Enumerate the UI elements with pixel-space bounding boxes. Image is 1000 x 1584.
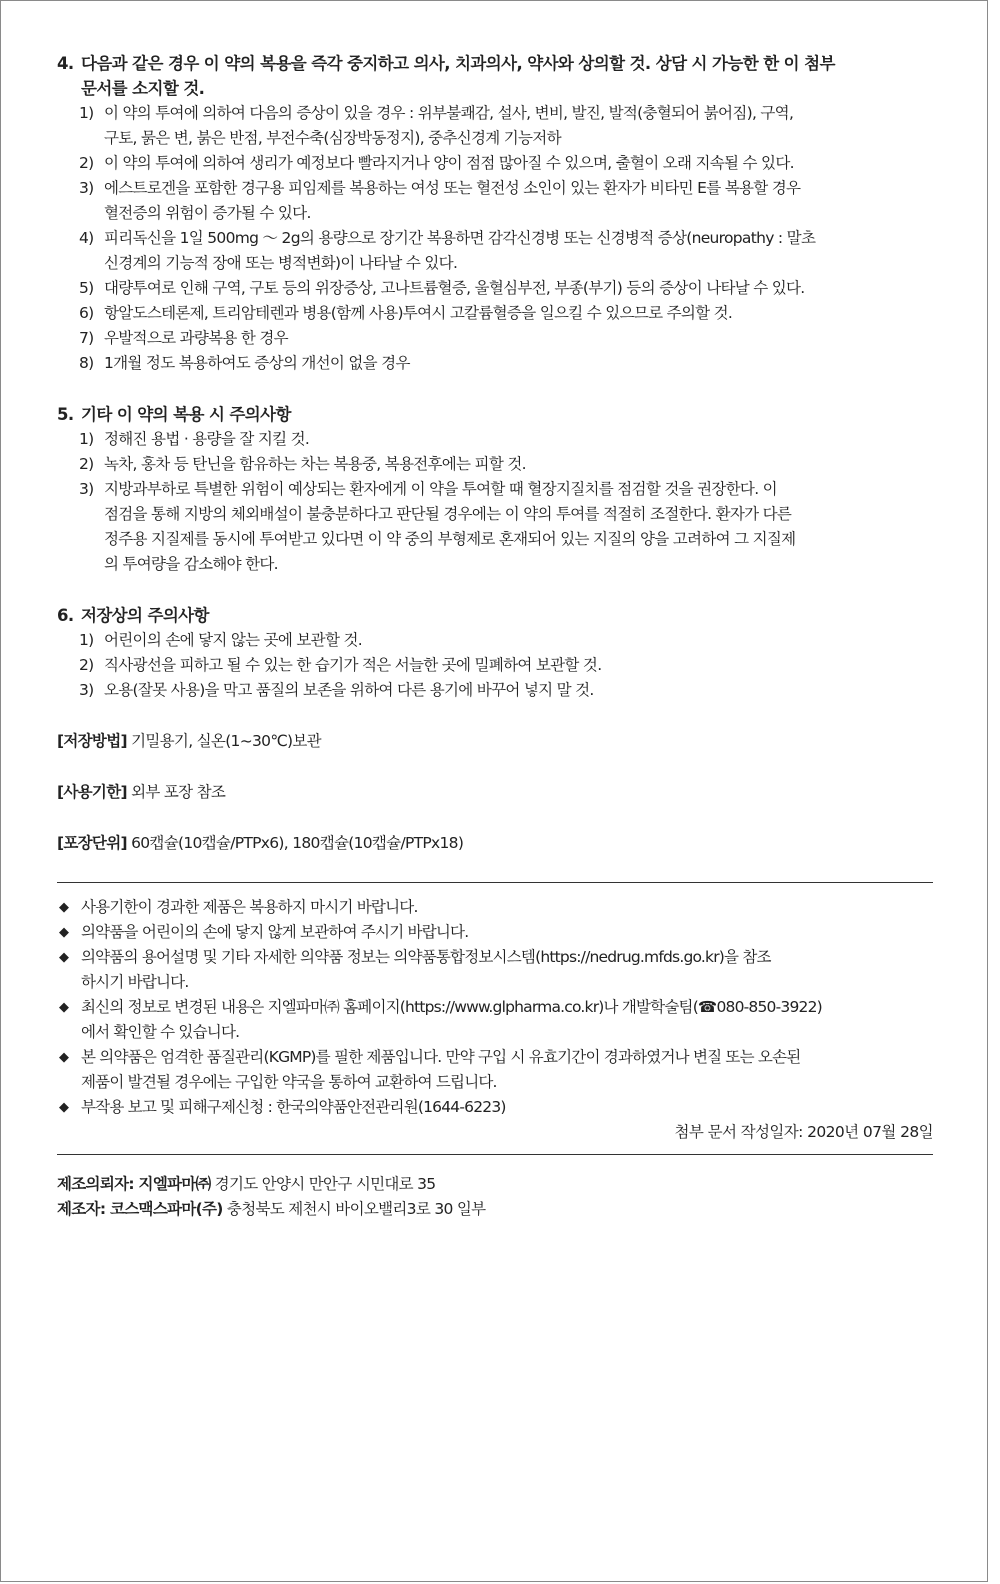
item-line: 의 투여량을 감소해야 한다. xyxy=(104,555,278,573)
spacer xyxy=(57,577,933,603)
item-line: 이 약의 투여에 의하여 다음의 증상이 있을 경우 : 위부불쾌감, 설사, 변비, 발진, 발적(충혈되어 붉어짐), 구역, xyxy=(104,104,794,122)
item-number: 2) xyxy=(79,154,94,172)
expiry-label: [사용기한] xyxy=(57,783,127,801)
notice-item xyxy=(57,920,933,945)
notice-item xyxy=(57,1045,933,1095)
section-5 xyxy=(57,402,933,577)
document-content xyxy=(57,51,933,1222)
item-number: 1) xyxy=(79,104,94,122)
item-line: 신경계의 기능적 장애 또는 병적변화)이 나타날 수 있다. xyxy=(104,254,458,272)
spacer xyxy=(57,1145,933,1154)
notice-line: 부작용 보고 및 피해구제신청 : 한국의약품안전관리원(1644-6223) xyxy=(81,1098,506,1116)
section-4 xyxy=(57,51,933,376)
section-title-text: 기타 이 약의 복용 시 주의사항 xyxy=(81,405,291,424)
item-list xyxy=(57,628,933,703)
item-number: 3) xyxy=(79,480,94,498)
section-title-text: 다음과 같은 경우 이 약의 복용을 즉각 중지하고 의사, 치과의사, 약사와 상의할 것. 상담 시 가능한 한 이 첨부 xyxy=(81,54,835,73)
spacer xyxy=(57,856,933,882)
list-item xyxy=(57,176,933,226)
item-line: 녹차, 홍차 등 탄닌을 함유하는 차는 복용중, 복용전후에는 피할 것. xyxy=(104,455,526,473)
document-date: 첨부 문서 작성일자: 2020년 07월 28일 xyxy=(674,1123,933,1141)
item-line: 직사광선을 피하고 될 수 있는 한 습기가 적은 서늘한 곳에 밀폐하여 보관할 것. xyxy=(104,656,602,674)
expiry-info xyxy=(57,780,933,805)
list-item xyxy=(57,678,933,703)
spacer xyxy=(57,1155,933,1172)
item-line: 에스트로겐을 포함한 경구용 피임제를 복용하는 여성 또는 혈전성 소인이 있는 환자가 비타민 E를 복용할 경우 xyxy=(104,179,801,197)
item-line: 지방과부하로 특별한 위험이 예상되는 환자에게 이 약을 투여할 때 혈장지질치를 점검할 것을 권장한다. 이 xyxy=(104,480,777,498)
section-title xyxy=(57,402,933,427)
diamond-bullet-icon: ◆ xyxy=(59,1100,69,1115)
item-list xyxy=(57,427,933,577)
list-item xyxy=(57,326,933,351)
item-line: 1개월 정도 복용하여도 증상의 개선이 없을 경우 xyxy=(104,354,410,372)
item-line: 오용(잘못 사용)을 막고 품질의 보존을 위하여 다른 용기에 바꾸어 넣지 말 것. xyxy=(104,681,594,699)
section-number: 5. xyxy=(57,405,74,424)
item-number: 3) xyxy=(79,681,94,699)
list-item xyxy=(57,151,933,176)
notice-line: 에서 확인할 수 있습니다. xyxy=(81,1023,240,1041)
notice-list xyxy=(57,895,933,1120)
section-title xyxy=(57,603,933,628)
list-item xyxy=(57,226,933,276)
diamond-bullet-icon: ◆ xyxy=(59,1050,69,1065)
consignor-address: 경기도 안양시 만안구 시민대로 35 xyxy=(210,1175,436,1193)
item-number: 4) xyxy=(79,229,94,247)
storage-value: 기밀용기, 실온(1~30℃)보관 xyxy=(126,732,321,750)
notice-line: 사용기한이 경과한 제품은 복용하지 마시기 바랍니다. xyxy=(81,898,418,916)
list-item xyxy=(57,301,933,326)
diamond-bullet-icon: ◆ xyxy=(59,925,69,940)
list-item xyxy=(57,653,933,678)
notice-line: 의약품의 용어설명 및 기타 자세한 의약품 정보는 의약품통합정보시스템(https://nedrug.mfds.go.kr)을 참조 xyxy=(81,948,771,966)
notice-line: 제품이 발견될 경우에는 구입한 약국을 통하여 교환하여 드립니다. xyxy=(81,1073,497,1091)
notice-line: 본 의약품은 엄격한 품질관리(KGMP)를 필한 제품입니다. 만약 구입 시 유효기간이 경과하였거나 변질 또는 오손된 xyxy=(81,1048,801,1066)
item-list xyxy=(57,101,933,376)
spacer xyxy=(57,754,933,780)
section-title xyxy=(57,51,933,76)
item-number: 1) xyxy=(79,631,94,649)
notice-item xyxy=(57,1095,933,1120)
item-line: 혈전증의 위험이 증가될 수 있다. xyxy=(104,204,311,222)
notice-line: 최신의 정보로 변경된 내용은 지엘파마㈜ 홈페이지(https://www.glpharma.co.kr)나 개발학술팀(☎080-850-3922) xyxy=(81,998,822,1016)
notice-line: 의약품을 어린이의 손에 닿지 않게 보관하여 주시기 바랍니다. xyxy=(81,923,469,941)
list-item xyxy=(57,101,933,151)
expiry-value: 외부 포장 참조 xyxy=(126,783,226,801)
manufacturer-label: 제조자: 코스맥스파마(주) xyxy=(57,1200,223,1218)
item-line: 구토, 묽은 변, 붉은 반점, 부전수축(심장박동정지), 중추신경계 기능저하 xyxy=(104,129,561,147)
consignor-label: 제조의뢰자: 지엘파마㈜ xyxy=(57,1175,211,1193)
packaging-info xyxy=(57,831,933,856)
section-number: 4. xyxy=(57,54,74,73)
diamond-bullet-icon: ◆ xyxy=(59,1000,69,1015)
item-line: 항알도스테론제, 트리암테렌과 병용(함께 사용)투여시 고칼륨혈증을 일으킬 수 있으므로 주의할 것. xyxy=(104,304,733,322)
manufacturer-info xyxy=(57,1197,933,1222)
list-item xyxy=(57,276,933,301)
list-item xyxy=(57,452,933,477)
diamond-bullet-icon: ◆ xyxy=(59,900,69,915)
item-number: 2) xyxy=(79,656,94,674)
packaging-label: [포장단위] xyxy=(57,834,127,852)
packaging-value: 60캡슐(10캡슐/PTPx6), 180캡슐(10캡슐/PTPx18) xyxy=(126,834,464,852)
item-line: 우발적으로 과량복용 한 경우 xyxy=(104,329,288,347)
notice-item xyxy=(57,895,933,920)
notice-item xyxy=(57,945,933,995)
storage-label: [저장방법] xyxy=(57,732,127,750)
spacer xyxy=(57,883,933,895)
item-line: 점검을 통해 지방의 체외배설이 불충분하다고 판단될 경우에는 이 약의 투여를 적절히 조절한다. 환자가 다른 xyxy=(104,505,792,523)
notice-line: 하시기 바랍니다. xyxy=(81,973,189,991)
section-title-text: 저장상의 주의사항 xyxy=(81,606,209,625)
item-line: 어린이의 손에 닿지 않는 곳에 보관할 것. xyxy=(104,631,362,649)
list-item xyxy=(57,351,933,376)
item-line: 이 약의 투여에 의하여 생리가 예정보다 빨라지거나 양이 점점 많아질 수 있으며, 출혈이 오래 지속될 수 있다. xyxy=(104,154,794,172)
list-item xyxy=(57,477,933,577)
item-line: 피리독신을 1일 500mg ～ 2g의 용량으로 장기간 복용하면 감각신경병 또는 신경병적 증상(neuropathy : 말초 xyxy=(104,229,816,247)
item-line: 대량투여로 인해 구역, 구토 등의 위장증상, 고나트륨혈증, 울혈심부전, 부종(부기) 등의 증상이 나타날 수 있다. xyxy=(104,279,805,297)
section-title-continued: 문서를 소지할 것. xyxy=(81,79,205,98)
item-number: 5) xyxy=(79,279,94,297)
diamond-bullet-icon: ◆ xyxy=(59,950,69,965)
section-6 xyxy=(57,603,933,703)
item-number: 1) xyxy=(79,430,94,448)
list-item xyxy=(57,628,933,653)
section-number: 6. xyxy=(57,606,74,625)
item-number: 6) xyxy=(79,304,94,322)
item-line: 정해진 용법 · 용량을 잘 지킬 것. xyxy=(104,430,310,448)
spacer xyxy=(57,376,933,402)
item-number: 2) xyxy=(79,455,94,473)
item-number: 8) xyxy=(79,354,94,372)
item-line: 정주용 지질제를 동시에 투여받고 있다면 이 약 중의 부형제로 혼재되어 있는 지질의 양을 고려하여 그 지질제 xyxy=(104,530,796,548)
storage-method xyxy=(57,729,933,754)
item-number: 7) xyxy=(79,329,94,347)
item-number: 3) xyxy=(79,179,94,197)
spacer xyxy=(57,805,933,831)
notice-item xyxy=(57,995,933,1045)
spacer xyxy=(57,703,933,729)
list-item xyxy=(57,427,933,452)
manufacturer-address: 충청북도 제천시 바이오밸리3로 30 일부 xyxy=(222,1200,486,1218)
consignor-info xyxy=(57,1172,933,1197)
